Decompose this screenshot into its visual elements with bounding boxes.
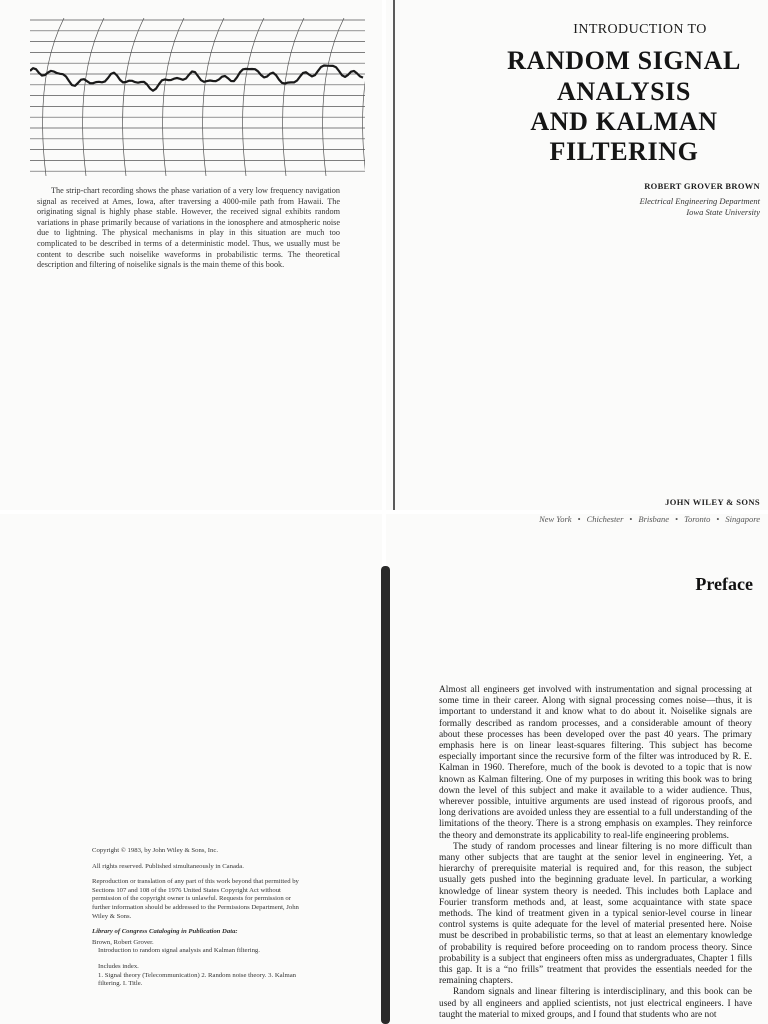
city-separator: • [577,514,581,524]
author-name: ROBERT GROVER BROWN [644,181,760,191]
cip-subjects: 1. Signal theory (Telecommunication) 2. Random noise theory. 3. Kalman filtering. I. Title. [98,971,297,988]
book-title-line-3: AND KALMAN [530,107,718,136]
strip-chart-caption: The strip-chart recording shows the phase variation of a very low frequency navigation signal as received at Ames, Iowa, after traversing a 4000-mile path from Hawaii. The originating signal is highly phase stable. However, the received signal exhibits random variations in phase primarily because of variations in the ionosphere and atmospheric noise due to lightning. The physical mechanisms in play in this situation are much too complicated to be described in terms of a deterministic model. Thus, we usually must be content to describe such noiselike waveforms in probabilistic terms. The theoretical description and filtering of noiselike signals is the main theme of this book. [37,186,340,270]
reproduction-notice: Reproduction or translation of any part of this work beyond that permitted by Sections 107 and 108 of the 1976 United States Copyright Act without permission of the copyright owner is unlawful. Requests for permission or further information should be addressed to the Permissions Department, John Wiley & Sons. [92,878,299,920]
pre-title: INTRODUCTION TO [573,22,707,37]
preface-heading: Preface [695,574,753,594]
copyright-block [92,847,302,996]
preface-paragraph-1: Almost all engineers get involved with instrumentation and signal processing at some time in their career. Along with signal processing comes noise—thus, it is important to understand it and know what to do about it. Noiselike signals are formally described as random processes, and a considerable amount of theory about these processes has been developed over the past 40 years. The primary emphasis here is on linear least-squares filtering. This subject has become especially important since the recursive form of the filter was introduced by R. E. Kalman in 1960. Therefore, much of the book is devoted to a topic that is now known as Kalman filtering. One of my purposes in writing this book was to bring down the level of this subject and make it available to a wider audience. Thus, wherever possible, intuitive arguments are used instead of rigorous proofs, and long derivations are avoided unless they are essential to a full understanding of the limitations of the theory. There is a strong emphasis on examples. They reinforce the theory and demonstrate its applicability to real-life engineering problems. [439,685,752,841]
preface-paragraph-3: Random signals and linear filtering is interdisciplinary, and this book can be used by all engineers and applied scientists, not just electrical engineers. I have taught the material to mixed groups, and I found that students who are not [439,987,752,1020]
city-new-york: New York [539,514,572,524]
city-separator: • [675,514,679,524]
city-chichester: Chichester [586,514,624,524]
copyright-notice: Copyright © 1983, by John Wiley & Sons, Inc. [92,847,218,854]
cip-title: Introduction to random signal analysis and Kalman filtering. [98,947,260,955]
strip-chart-recording [30,18,365,176]
book-title-line-4: FILTERING [549,137,699,166]
publisher-cities [539,514,760,524]
city-singapore: Singapore [725,514,760,524]
strip-chart-trace [30,66,363,91]
preface-body [439,685,752,1021]
city-separator: • [629,514,633,524]
preface-paragraph-2: The study of random processes and linear filtering is no more difficult than many other subjects that are taught at the senior level in engineering. Yet, a hierarchy of prerequisite material is required and, for this reason, the subject usually gets pushed into the beginning graduate level. In particular, a working knowledge of linear system theory is needed. This includes both Laplace and Fourier transform methods and, at least, some acquaintance with state space methods. The kind of treatment given in a typical senior-level course in linear control systems is quite adequate for the level of material presented here. Noise must be described in probabilistic terms, so that at least an elementary knowledge of probability is required before proceeding on to random process theory. Since probability is a subject that engineers often miss as undergraduates, Chapter 1 fills this gap. It is a “no frills” treatment that provides the essentials needed for the remaining chapters. [439,841,752,987]
cip-author: Brown, Robert Grover. [92,938,154,946]
rights-notice: All rights reserved. Published simultaneously in Canada. [92,862,244,870]
city-brisbane: Brisbane [638,514,670,524]
publisher-name: JOHN WILEY & SONS [665,497,760,507]
book-title-line-1: RANDOM SIGNAL [507,46,741,75]
cip-heading: Library of Congress Cataloging in Publication Data: [92,928,238,936]
strip-chart-gridlines-horizontal [30,20,365,171]
author-university: Iowa State University [686,207,760,217]
book-gutter-top [393,0,395,510]
city-toronto: Toronto [684,514,711,524]
author-department: Electrical Engineering Department [639,196,760,206]
city-separator: • [716,514,720,524]
book-title-line-2: ANALYSIS [557,77,691,106]
cip-index: Includes index. [98,962,139,970]
book-gutter-bottom [381,566,390,1024]
